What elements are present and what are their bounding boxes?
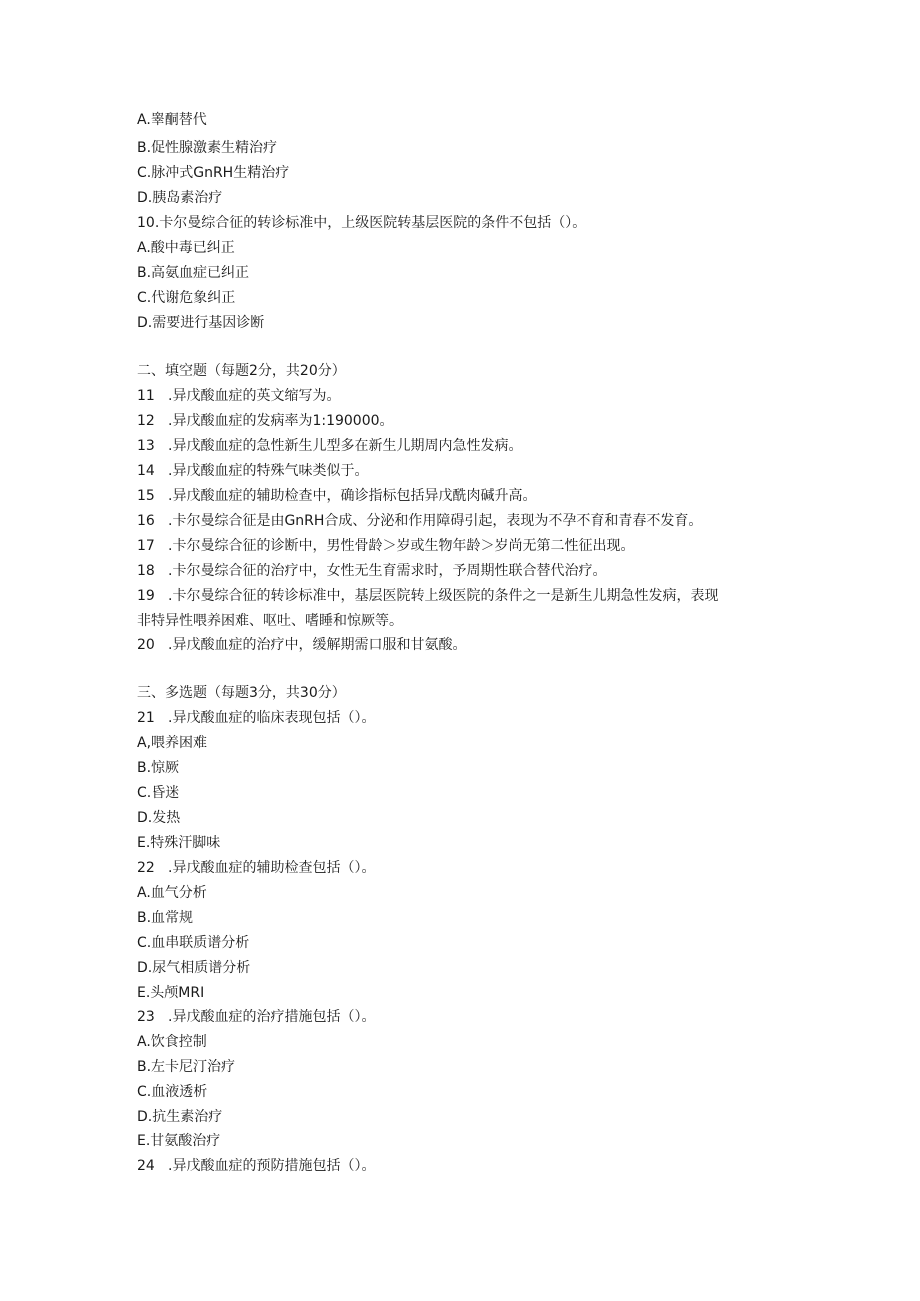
q22-option-a: A.血气分析 bbox=[137, 885, 207, 901]
q9-option-b: B.促性腺激素生精治疗 bbox=[137, 140, 278, 156]
q10-option-c: C.代谢危象纠正 bbox=[137, 290, 236, 306]
item-number: 24 bbox=[137, 1158, 155, 1174]
item-text: .异戊酸血症的治疗中，缓解期需口服和甘氨酸。 bbox=[168, 637, 467, 653]
q21-option-b: B.惊厥 bbox=[137, 760, 180, 776]
q9-option-a: A.睾酮替代 bbox=[137, 112, 207, 128]
item-number: 20 bbox=[137, 637, 155, 653]
q23-option-c: C.血液透析 bbox=[137, 1084, 208, 1100]
item-number: 17 bbox=[137, 538, 155, 554]
fill-item-19 bbox=[137, 586, 718, 606]
fill-item-14 bbox=[137, 461, 368, 481]
q24-stem bbox=[137, 1156, 375, 1176]
section2-title: 二、填空题（每题2分，共20分） bbox=[137, 363, 346, 379]
item-number: 16 bbox=[137, 513, 155, 529]
q9-option-d: D.胰岛素治疗 bbox=[137, 190, 223, 206]
fill-item-13 bbox=[137, 436, 522, 456]
item-number: 13 bbox=[137, 438, 155, 454]
item-number: 21 bbox=[137, 710, 155, 726]
item-number: 18 bbox=[137, 563, 155, 579]
item-text: .卡尔曼综合征是由GnRH合成、分泌和作用障碍引起，表现为不孕不育和青春不发育。 bbox=[168, 513, 703, 529]
fill-item-15 bbox=[137, 486, 536, 506]
fill-item-16 bbox=[137, 511, 702, 531]
fill-item-18 bbox=[137, 561, 606, 581]
fill-item-19-continuation: 非特异性喂养困难、呕吐、嗜睡和惊厥等。 bbox=[137, 613, 403, 629]
q9-option-c: C.脉冲式GnRH生精治疗 bbox=[137, 165, 290, 181]
q21-option-d: D.发热 bbox=[137, 810, 181, 826]
q22-option-c: C.血串联质谱分析 bbox=[137, 935, 250, 951]
item-text: .卡尔曼综合征的转诊标准中，基层医院转上级医院的条件之一是新生儿期急性发病，表现 bbox=[168, 588, 719, 604]
q22-option-e: E.头颅MRI bbox=[137, 985, 205, 1001]
q22-option-d: D.尿气相质谱分析 bbox=[137, 960, 251, 976]
item-text: .异戊酸血症的英文缩写为。 bbox=[168, 388, 341, 404]
q10-stem: 10.卡尔曼综合征的转诊标准中，上级医院转基层医院的条件不包括（）。 bbox=[137, 215, 587, 231]
q10-option-a: A.酸中毒已纠正 bbox=[137, 240, 235, 256]
item-text: .异戊酸血症的辅助检查中，确诊指标包括异戊酰肉碱升高。 bbox=[168, 488, 537, 504]
q21-stem bbox=[137, 708, 375, 728]
q23-option-d: D.抗生素治疗 bbox=[137, 1109, 223, 1125]
item-text: .异戊酸血症的临床表现包括（）。 bbox=[168, 710, 376, 726]
item-number: 12 bbox=[137, 413, 155, 429]
item-text: .异戊酸血症的治疗措施包括（）。 bbox=[168, 1009, 376, 1025]
q10-option-d: D.需要进行基因诊断 bbox=[137, 315, 265, 331]
fill-item-20 bbox=[137, 635, 466, 655]
item-text: .异戊酸血症的特殊气味类似于。 bbox=[168, 463, 369, 479]
item-text: .异戊酸血症的辅助检查包括（）。 bbox=[168, 860, 376, 876]
item-number: 14 bbox=[137, 463, 155, 479]
q23-stem bbox=[137, 1007, 375, 1027]
item-number: 19 bbox=[137, 588, 155, 604]
q21-option-a: A,喂养困难 bbox=[137, 735, 208, 751]
q21-option-e: E.特殊汗脚味 bbox=[137, 835, 221, 851]
item-text: .卡尔曼综合征的诊断中，男性骨龄＞岁或生物年龄＞岁尚无第二性征出现。 bbox=[168, 538, 635, 554]
q21-option-c: C.昏迷 bbox=[137, 785, 180, 801]
item-number: 23 bbox=[137, 1009, 155, 1025]
fill-item-17 bbox=[137, 536, 634, 556]
q22-stem bbox=[137, 858, 375, 878]
q23-option-e: E.甘氨酸治疗 bbox=[137, 1133, 221, 1149]
fill-item-11 bbox=[137, 386, 340, 406]
fill-item-12 bbox=[137, 411, 394, 431]
item-text: .异戊酸血症的急性新生儿型多在新生儿期周内急性发病。 bbox=[168, 438, 523, 454]
section3-title: 三、多选题（每题3分，共30分） bbox=[137, 685, 346, 701]
q22-option-b: B.血常规 bbox=[137, 910, 194, 926]
item-text: .异戊酸血症的预防措施包括（）。 bbox=[168, 1158, 376, 1174]
item-number: 22 bbox=[137, 860, 155, 876]
item-number: 15 bbox=[137, 488, 155, 504]
item-text: .异戊酸血症的发病率为1:190000。 bbox=[168, 413, 394, 429]
q23-option-b: B.左卡尼汀治疗 bbox=[137, 1059, 236, 1075]
item-number: 11 bbox=[137, 388, 155, 404]
item-text: .卡尔曼综合征的治疗中，女性无生育需求时，予周期性联合替代治疗。 bbox=[168, 563, 607, 579]
q23-option-a: A.饮食控制 bbox=[137, 1034, 207, 1050]
q10-option-b: B.高氨血症已纠正 bbox=[137, 265, 250, 281]
